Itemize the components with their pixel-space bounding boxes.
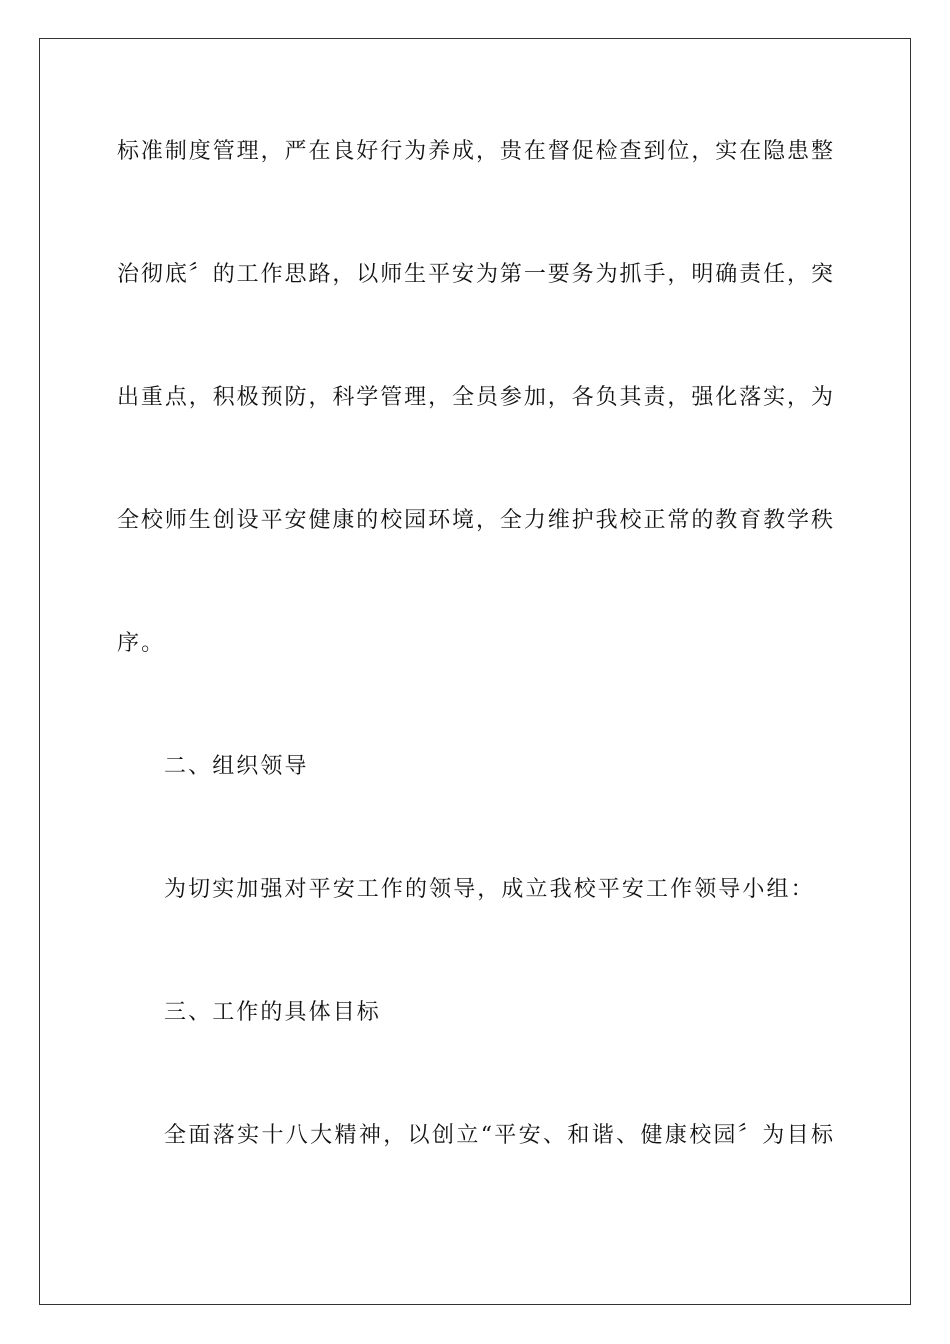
section-heading: 二、组织领导 — [164, 754, 309, 779]
page-border — [39, 38, 911, 1305]
body-text-line: 全面落实十八大精神，以创立“平安、和谐、健康校园〞为目标 — [164, 1123, 833, 1148]
body-text-line: 治彻底〞的工作思路，以师生平安为第一要务为抓手，明确责任，突 — [117, 262, 833, 287]
body-text-line: 序。 — [117, 631, 166, 656]
body-text-line: 出重点，积极预防，科学管理，全员参加，各负其责，强化落实，为 — [117, 385, 833, 410]
body-text-line: 标准制度管理，严在良好行为养成，贵在督促检查到位，实在隐患整 — [117, 139, 833, 164]
section-heading: 三、工作的具体目标 — [164, 1000, 381, 1025]
body-text-line: 为切实加强对平安工作的领导，成立我校平安工作领导小组： — [164, 877, 815, 902]
body-text-line: 全校师生创设平安健康的校园环境，全力维护我校正常的教育教学秩 — [117, 508, 833, 533]
